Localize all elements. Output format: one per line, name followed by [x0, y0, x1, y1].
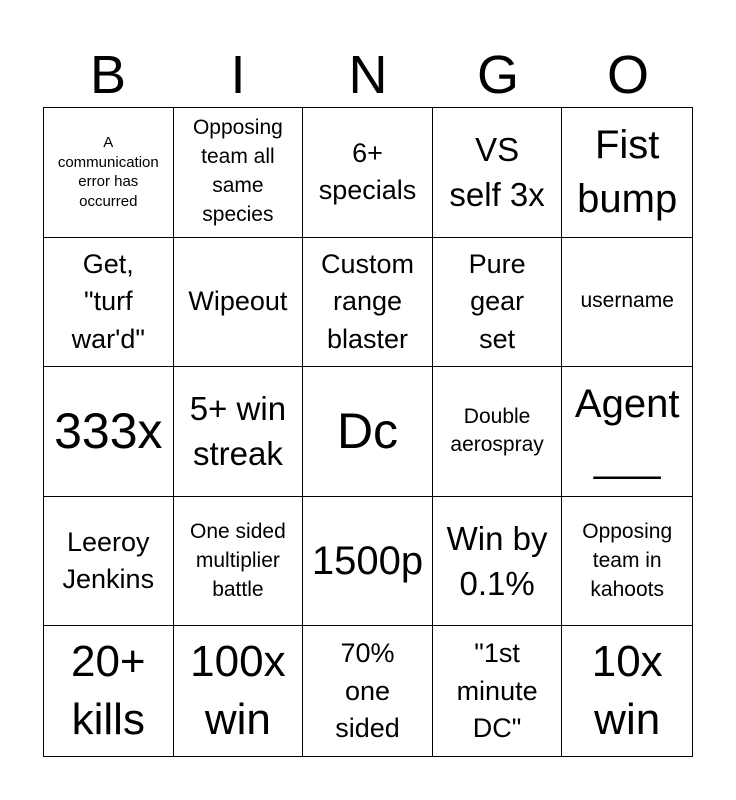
bingo-cell[interactable]: [174, 238, 304, 368]
cell-label: 20+ kills: [70, 637, 146, 745]
bingo-cell[interactable]: [433, 626, 563, 756]
cell-label: Wipeout: [188, 286, 288, 317]
bingo-cell[interactable]: [303, 108, 433, 238]
bingo-header: [43, 44, 693, 106]
cell-label: Pure gear set: [468, 249, 526, 354]
cell-label: Double aerospray: [450, 404, 544, 457]
bingo-cell[interactable]: [433, 497, 563, 627]
bingo-cell[interactable]: [562, 367, 692, 497]
cell-label: Custom range blaster: [320, 249, 414, 354]
cell-label: Leeroy Jenkins: [62, 526, 155, 595]
bingo-cell[interactable]: [303, 238, 433, 368]
cell-label: username: [580, 289, 674, 313]
bingo-cell[interactable]: [303, 497, 433, 627]
cell-label: Fist bump: [577, 123, 678, 222]
cell-label: A communication error has occurred: [57, 134, 159, 210]
bingo-cell[interactable]: [174, 497, 304, 627]
bingo-cell[interactable]: [433, 238, 563, 368]
bingo-cell[interactable]: [562, 497, 692, 627]
cell-label: Dc: [336, 403, 399, 460]
bingo-cell[interactable]: [44, 238, 174, 368]
cell-label: 100x win: [190, 637, 286, 745]
bingo-cell[interactable]: [562, 626, 692, 756]
header-letter-n: N: [348, 45, 388, 105]
bingo-cell[interactable]: [44, 626, 174, 756]
header-letter-o: O: [606, 45, 649, 105]
cell-label: Get, "turf war'd": [71, 249, 145, 354]
bingo-cell[interactable]: [44, 108, 174, 238]
bingo-cell[interactable]: [562, 238, 692, 368]
bingo-cell[interactable]: [433, 367, 563, 497]
header-letter-i: I: [230, 45, 246, 105]
cell-label: "1st minute DC": [456, 638, 538, 743]
bingo-cell[interactable]: [44, 497, 174, 627]
bingo-cell[interactable]: [303, 626, 433, 756]
cell-label: One sided multiplier battle: [190, 519, 286, 601]
bingo-cell[interactable]: [174, 626, 304, 756]
header-letter-b: B: [89, 45, 127, 105]
cell-label: 5+ win streak: [189, 389, 287, 473]
bingo-cell[interactable]: [174, 108, 304, 238]
cell-label: Opposing team in kahoots: [582, 519, 673, 601]
cell-label: VS self 3x: [449, 130, 545, 214]
cell-label: Agent ___: [574, 382, 680, 481]
bingo-cell[interactable]: [303, 367, 433, 497]
header-letter-g: G: [476, 45, 519, 105]
cell-label: 1500p: [311, 539, 424, 584]
bingo-cell[interactable]: [433, 108, 563, 238]
bingo-cell[interactable]: [44, 367, 174, 497]
cell-label: 10x win: [591, 637, 663, 745]
bingo-cell[interactable]: [562, 108, 692, 238]
cell-label: 6+ specials: [318, 138, 417, 206]
bingo-cell[interactable]: [174, 367, 304, 497]
cell-label: Win by 0.1%: [446, 519, 548, 603]
cell-label: 70% one sided: [335, 638, 400, 743]
cell-label: Opposing team all same species: [192, 116, 283, 227]
cell-label: 333x: [54, 403, 163, 460]
bingo-board: [43, 107, 693, 757]
